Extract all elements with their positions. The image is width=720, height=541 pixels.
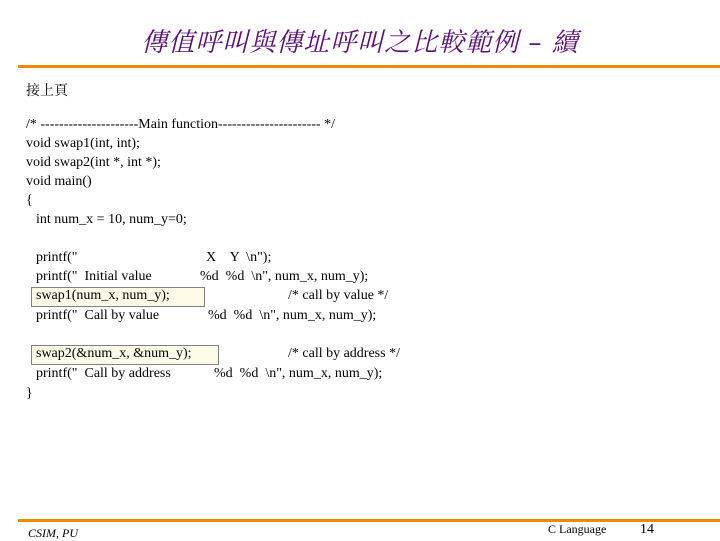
code-close-brace: }	[26, 386, 33, 401]
code-printf-value-start: printf(" Call by value	[36, 308, 160, 323]
code-proto-swap1: void swap1(int, int);	[26, 136, 140, 151]
code-printf-initial-start: printf(" Initial value	[36, 269, 152, 284]
code-swap1-call: swap1(num_x, num_y);	[36, 288, 170, 303]
code-swap2-call: swap2(&num_x, &num_y);	[36, 346, 192, 361]
code-printf-address-start: printf(" Call by address	[36, 366, 171, 381]
code-printf-value-end: %d %d \n", num_x, num_y);	[208, 308, 377, 323]
slide-title: 傳值呼叫與傳址呼叫之比較範例 – 續	[141, 28, 579, 58]
top-divider	[18, 65, 720, 68]
bottom-divider	[18, 519, 720, 522]
continued-label: 接上頁	[26, 83, 68, 99]
code-open-brace: {	[26, 193, 33, 208]
footer-course: C Language	[548, 522, 607, 536]
code-swap2-comment: /* call by address */	[288, 346, 400, 361]
code-main-signature: void main()	[26, 174, 92, 189]
code-printf-address-end: %d %d \n", num_x, num_y);	[214, 366, 383, 381]
code-header-comment: /* ---------------------Main function---------------------- */	[26, 117, 335, 132]
code-declaration: int num_x = 10, num_y=0;	[36, 212, 187, 227]
code-printf-initial-end: %d %d \n", num_x, num_y);	[200, 269, 369, 284]
footer-page-number: 14	[640, 522, 654, 537]
code-proto-swap2: void swap2(int *, int *);	[26, 155, 161, 170]
code-swap1-comment: /* call by value */	[288, 288, 389, 303]
code-printf-header-end: X Y \n");	[206, 250, 272, 265]
footer-org: CSIM, PU	[28, 526, 78, 540]
code-printf-header-start: printf("	[36, 250, 78, 265]
